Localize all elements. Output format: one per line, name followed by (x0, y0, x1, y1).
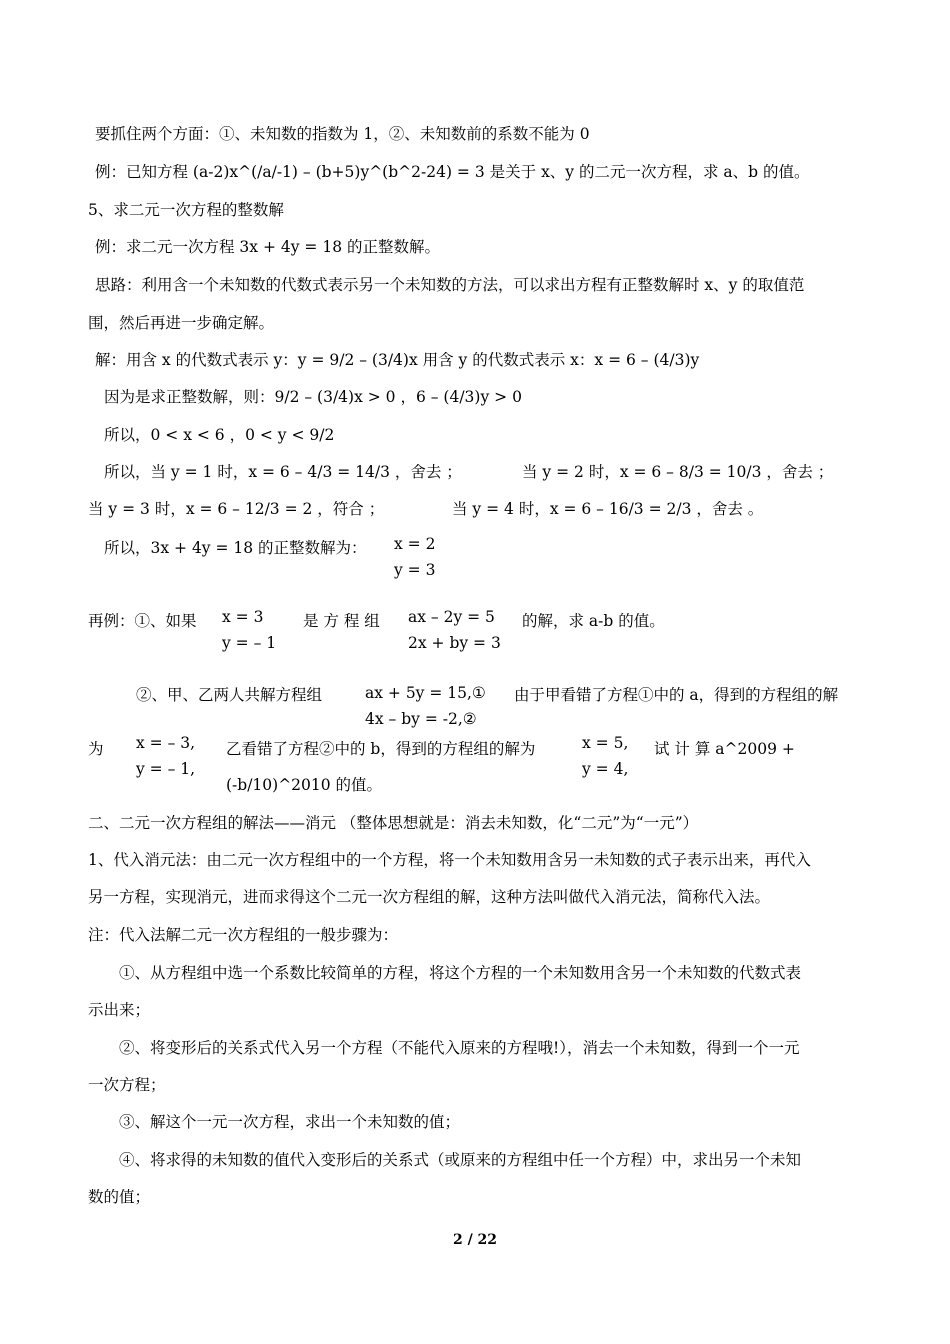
equation: x = 2 (394, 535, 436, 553)
solution-text: 解：用含 x 的代数式表示 y：y = 9/2 – (3/4)x 用含 y 的代数式表示 x：x = 6 – (4/3)y (95, 351, 700, 369)
approach-text: 思路：利用含一个未知数的代数式表示另一个未知数的方法，可以求出方程有正整数解时 x、y 的取值范 (95, 276, 805, 294)
example-text: ②、甲、乙两人共解方程组 (136, 686, 323, 704)
equation: ax + 5y = 15,① (365, 684, 486, 702)
step-text: ①、从方程组中选一个系数比较简单的方程，将这个方程的一个未知数用含另一个未知数的代数式表 (119, 964, 802, 982)
step-text: ④、将求得的未知数的值代入变形后的关系式（或原来的方程组中任一个方程）中，求出另一个未知 (119, 1151, 802, 1169)
equation: x = 5, (582, 734, 629, 752)
solution-text: 当 y = 2 时，x = 6 – 8/3 = 10/3 ，舍去 ； (522, 463, 834, 481)
method-text: 1、代入消元法：由二元一次方程组中的一个方程，将一个未知数用含另一未知数的式子表示出来，再代入 (88, 851, 811, 869)
equation: y = – 1, (136, 760, 196, 778)
solution-text: 因为是求正整数解，则：9/2 – (3/4)x > 0 ，6 – (4/3)y > 0 (104, 388, 522, 406)
method-text: 另一方程，实现消元，进而求得这个二元一次方程组的解，这种方法叫做代入消元法，简称代入法。 (88, 888, 771, 906)
step-text: 示出来； (88, 1001, 151, 1019)
equation: y = 4, (582, 760, 629, 778)
approach-text: 围，然后再进一步确定解。 (88, 314, 275, 332)
equation: ax – 2y = 5 (408, 608, 495, 626)
step-text: 数的值； (88, 1188, 151, 1206)
equation-system (222, 604, 276, 656)
equation-system (365, 680, 486, 732)
condition-text: 要抓住两个方面：①、未知数的指数为 1，②、未知数前的系数不能为 0 (95, 125, 590, 143)
equation-system (136, 730, 195, 782)
equation: 2x + by = 3 (408, 634, 501, 652)
equation: y = – 1 (222, 634, 277, 652)
equation: x = 3 (222, 608, 264, 626)
section-heading: 5、求二元一次方程的整数解 (88, 201, 284, 219)
step-text: ②、将变形后的关系式代入另一个方程（不能代入原来的方程哦!），消去一个未知数，得到一个一元 (119, 1039, 800, 1057)
page-number: 2 / 22 (452, 1232, 498, 1248)
example-text: 再例：①、如果 (88, 612, 197, 630)
solution-text: 所以，0 < x < 6 ，0 < y < 9/2 (104, 426, 335, 444)
example-text: 例：求二元一次方程 3x + 4y = 18 的正整数解。 (95, 238, 440, 256)
solution-text: 当 y = 3 时，x = 6 – 12/3 = 2 ，符合 ； (88, 500, 385, 518)
solution-text: 当 y = 4 时，x = 6 – 16/3 = 2/3 ，舍去 。 (452, 500, 764, 518)
example-text: 乙看错了方程②中的 b，得到的方程组的解为 (226, 740, 536, 758)
step-text: 一次方程； (88, 1076, 166, 1094)
example-text: 由于甲看错了方程①中的 a，得到的方程组的解 (514, 686, 839, 704)
example-text: 是 方 程 组 (303, 612, 380, 630)
example-text: 为 (88, 740, 104, 758)
example-text: 的解，求 a-b 的值。 (522, 612, 665, 630)
equation: x = – 3, (136, 734, 196, 752)
equation: 4x – by = -2,② (365, 710, 477, 728)
section-heading: 二、二元一次方程组的解法——消元 （整体思想就是：消去未知数，化“二元”为“一元”） (88, 814, 699, 832)
example-text: (-b/10)^2010 的值。 (226, 776, 383, 794)
equation-system (394, 531, 435, 583)
solution-text: 所以，当 y = 1 时，x = 6 – 4/3 = 14/3 ，舍去 ； (104, 463, 462, 481)
equation: y = 3 (394, 561, 436, 579)
step-text: ③、解这个一元一次方程，求出一个未知数的值； (119, 1113, 461, 1131)
equation-system (408, 604, 501, 656)
solution-text: 所以，3x + 4y = 18 的正整数解为： (104, 539, 367, 557)
equation-system (582, 730, 628, 782)
example-text: 例：已知方程 (a-2)x^(/a/-1) – (b+5)y^(b^2-24) = 3 是关于 x、y 的二元一次方程，求 a、b 的值。 (95, 163, 810, 181)
note-text: 注：代入法解二元一次方程组的一般步骤为： (88, 926, 399, 944)
example-text: 试 计 算 a^2009 + (654, 740, 795, 758)
